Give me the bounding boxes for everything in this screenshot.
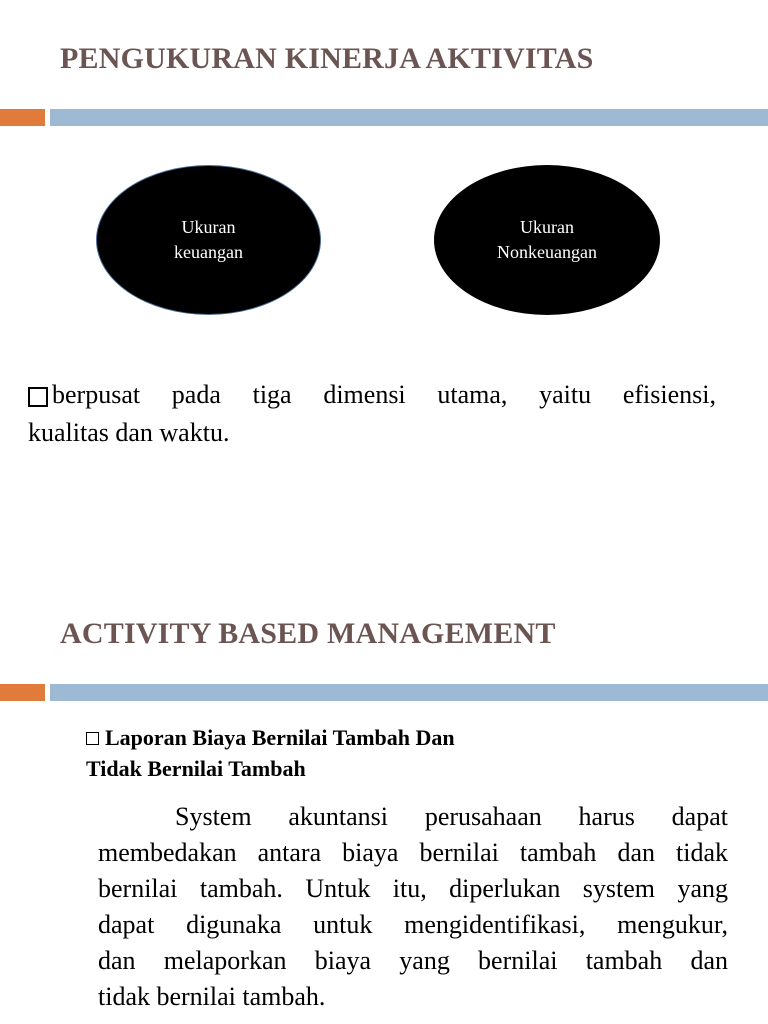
bullet-line-1 (28, 376, 716, 414)
ellipse-nonfinancial-measure (434, 165, 660, 315)
body-paragraph (98, 799, 728, 1015)
ellipse-financial-measure (96, 165, 321, 315)
title-accent-bar-blue-2 (50, 684, 768, 701)
bullet-paragraph (28, 376, 716, 452)
slide1-title: PENGUKURAN KINERJA AKTIVITAS (60, 42, 594, 75)
ellipse-right-line2: Nonkeuangan (497, 242, 597, 262)
body-line: System akuntansi perusahaan harus dapat (175, 802, 728, 831)
subheading-line-2: Tidak Bernilai Tambah (86, 756, 306, 781)
bullet-text-2: kualitas dan waktu. (28, 418, 230, 447)
bullet-text-1: berpusat pada tiga dimensi utama, yaitu efisiensi, (52, 380, 716, 409)
square-bullet-icon (28, 387, 48, 407)
body-line: tidak bernilai tambah. (98, 982, 326, 1011)
title-accent-bar-orange-2 (0, 684, 45, 701)
title-accent-bar-orange (0, 109, 45, 126)
square-bullet-icon (86, 732, 99, 745)
ellipse-left-line1: Ukuran (181, 217, 236, 237)
body-line: dan melaporkan biaya yang bernilai tambah dan (98, 946, 728, 975)
slide2-title: ACTIVITY BASED MANAGEMENT (60, 617, 556, 650)
body-line: dapat digunaka untuk mengidentifikasi, mengukur, (98, 910, 728, 939)
body-line: bernilai tambah. Untuk itu, diperlukan system yang (98, 874, 728, 903)
subheading (86, 722, 686, 784)
ellipse-left-line2: keuangan (174, 242, 243, 262)
subheading-line-1: Laporan Biaya Bernilai Tambah Dan (105, 725, 455, 750)
body-line: membedakan antara biaya bernilai tambah dan tidak (98, 838, 728, 867)
ellipse-right-line1: Ukuran (520, 217, 574, 237)
title-accent-bar-blue (50, 109, 768, 126)
